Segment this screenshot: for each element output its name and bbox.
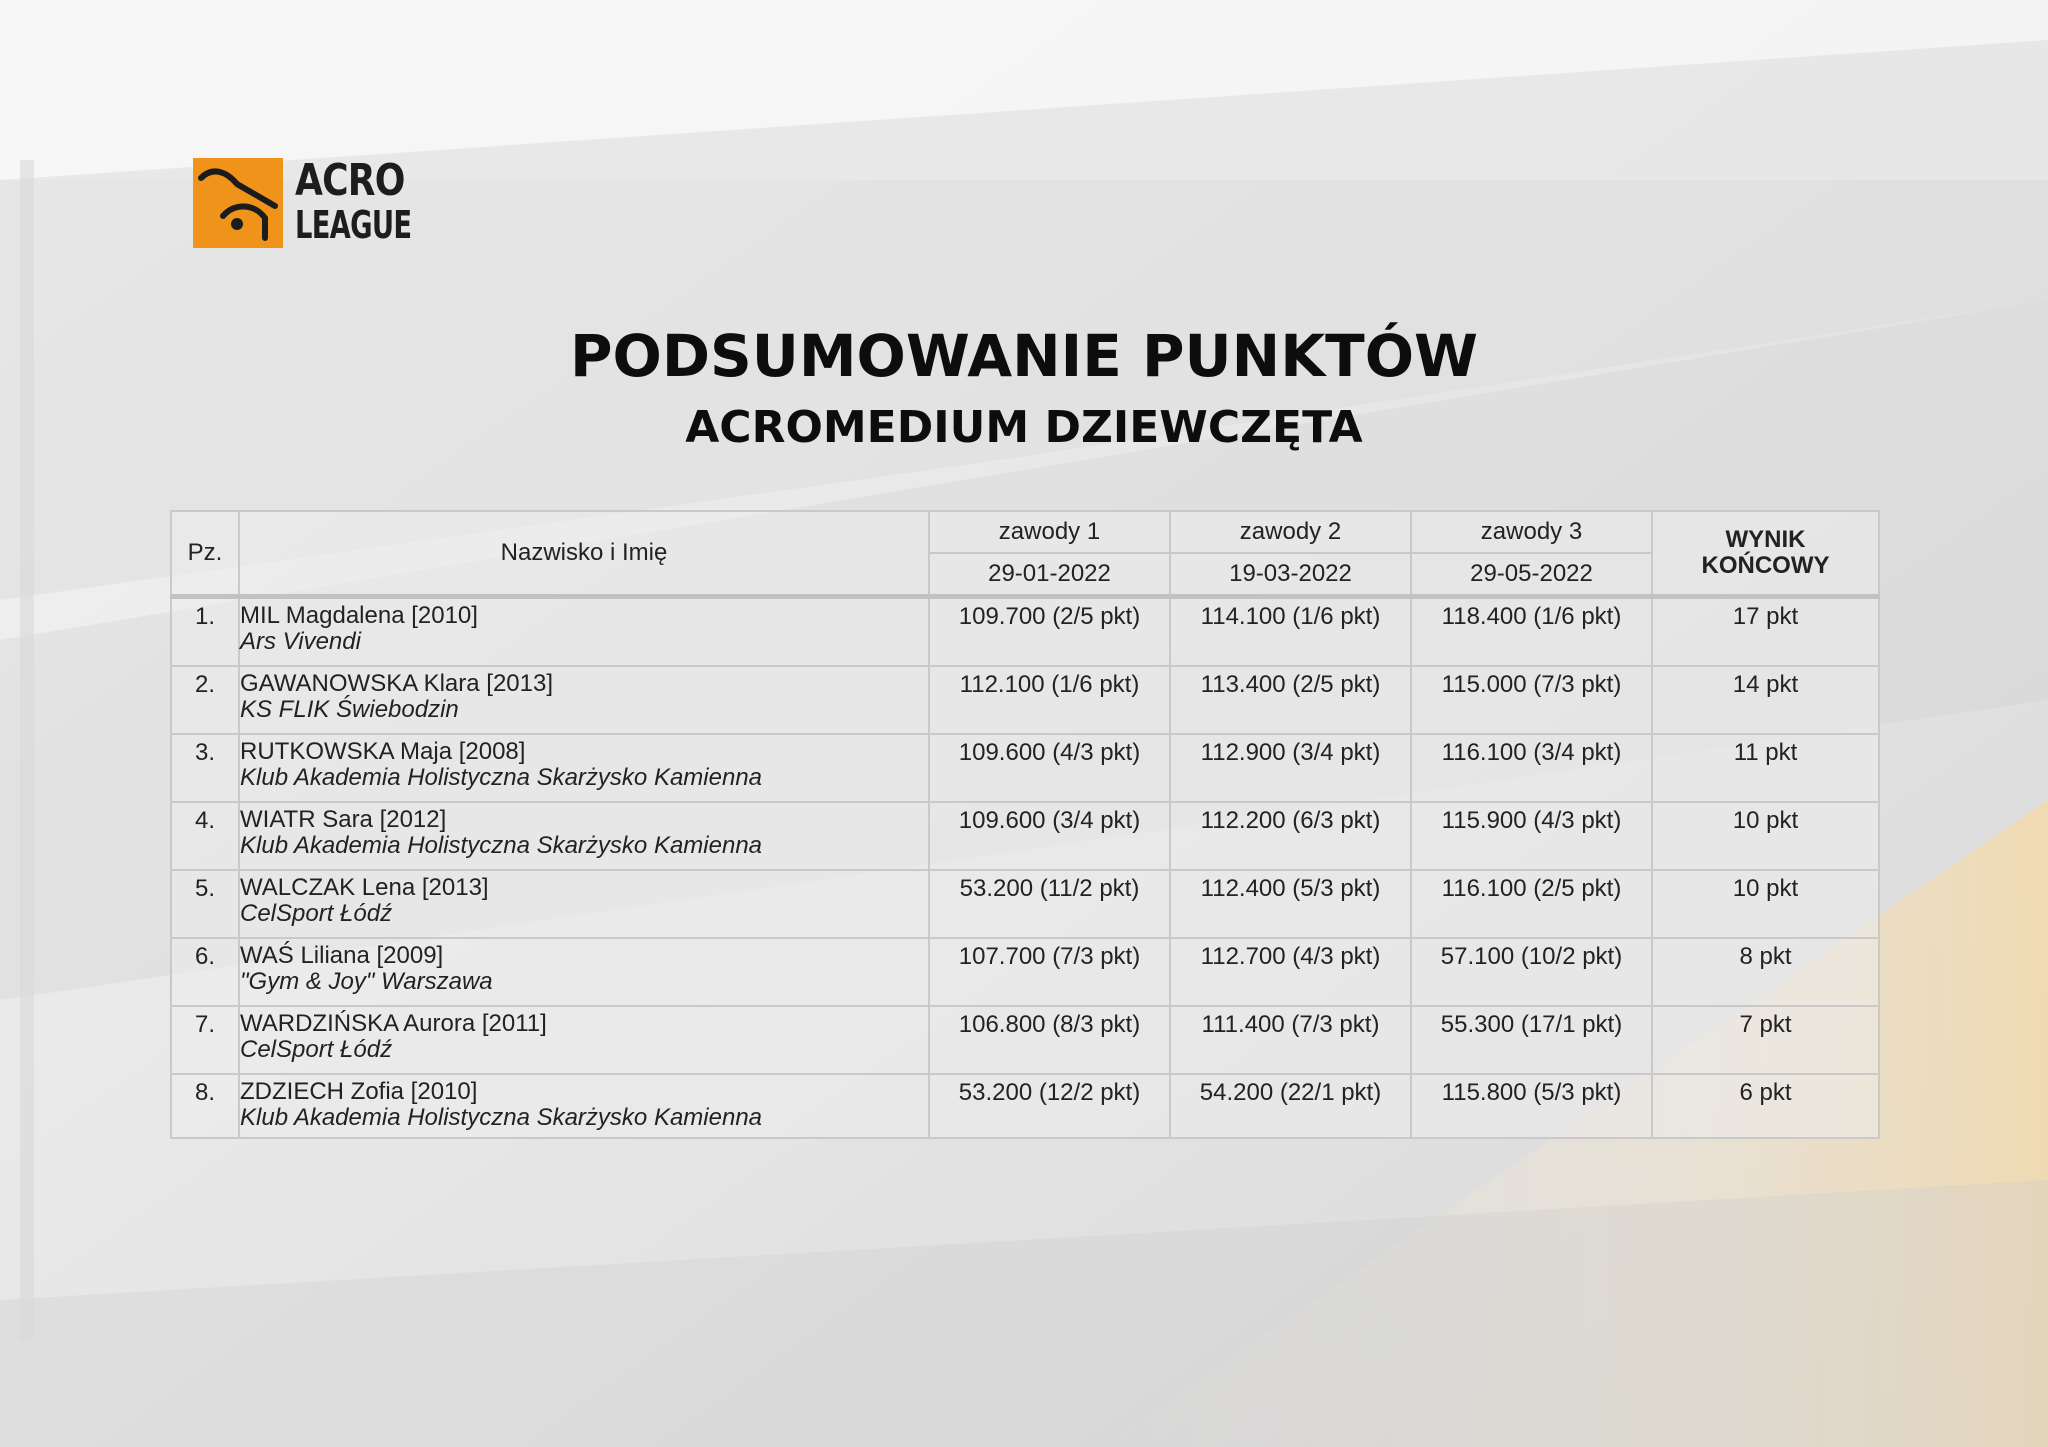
cell-total: 11 pkt	[1652, 734, 1879, 802]
header-final-line1: WYNIK	[1725, 526, 1806, 553]
athlete-name: WIATR Sara [2012]	[240, 806, 447, 833]
cell-position: 1.	[171, 597, 239, 667]
cell-athlete	[239, 597, 929, 667]
logo-line2: LEAGUE	[295, 203, 412, 247]
cell-score-3: 116.100 (3/4 pkt)	[1411, 734, 1652, 802]
cell-score-2: 113.400 (2/5 pkt)	[1170, 666, 1411, 734]
cell-score-1: 53.200 (11/2 pkt)	[929, 870, 1170, 938]
athlete-club: Ars Vivendi	[240, 628, 361, 655]
table-row	[171, 597, 1879, 667]
header-name: Nazwisko i Imię	[239, 511, 929, 597]
athlete-name: RUTKOWSKA Maja [2008]	[240, 738, 526, 765]
cell-total: 10 pkt	[1652, 870, 1879, 938]
cell-score-2: 111.400 (7/3 pkt)	[1170, 1006, 1411, 1074]
cell-total: 8 pkt	[1652, 938, 1879, 1006]
cell-total: 14 pkt	[1652, 666, 1879, 734]
cell-total: 10 pkt	[1652, 802, 1879, 870]
cell-score-3: 118.400 (1/6 pkt)	[1411, 597, 1652, 667]
cell-score-1: 109.600 (3/4 pkt)	[929, 802, 1170, 870]
cell-position: 2.	[171, 666, 239, 734]
cell-position: 8.	[171, 1074, 239, 1138]
athlete-name: MIL Magdalena [2010]	[240, 602, 478, 629]
cell-score-3: 115.800 (5/3 pkt)	[1411, 1074, 1652, 1138]
cell-score-1: 109.600 (4/3 pkt)	[929, 734, 1170, 802]
header-competition-3: zawody 3	[1411, 511, 1652, 553]
results-table	[170, 510, 1880, 1139]
cell-position: 3.	[171, 734, 239, 802]
cell-score-2: 114.100 (1/6 pkt)	[1170, 597, 1411, 667]
cell-score-3: 115.900 (4/3 pkt)	[1411, 802, 1652, 870]
page-title: PODSUMOWANIE PUNKTÓW	[570, 322, 1478, 390]
cell-score-1: 106.800 (8/3 pkt)	[929, 1006, 1170, 1074]
athlete-club: Klub Akademia Holistyczna Skarżysko Kamienna	[240, 764, 763, 791]
athlete-name: GAWANOWSKA Klara [2013]	[240, 670, 553, 697]
cell-score-1: 53.200 (12/2 pkt)	[929, 1074, 1170, 1138]
cell-athlete	[239, 938, 929, 1006]
header-competition-2: zawody 2	[1170, 511, 1411, 553]
athlete-club: CelSport Łódź	[240, 900, 393, 927]
header-final-result	[1652, 511, 1879, 597]
cell-score-3: 55.300 (17/1 pkt)	[1411, 1006, 1652, 1074]
cell-score-2: 112.400 (5/3 pkt)	[1170, 870, 1411, 938]
header-date-3: 29-05-2022	[1411, 553, 1652, 597]
cell-total: 7 pkt	[1652, 1006, 1879, 1074]
athlete-club: KS FLIK Świebodzin	[240, 696, 459, 723]
table-row	[171, 1006, 1879, 1074]
cell-athlete	[239, 870, 929, 938]
header-competition-1: zawody 1	[929, 511, 1170, 553]
athlete-club: Klub Akademia Holistyczna Skarżysko Kamienna	[240, 1104, 763, 1131]
page-subtitle: ACROMEDIUM DZIEWCZĘTA	[685, 402, 1363, 453]
header-position: Pz.	[171, 511, 239, 597]
table-row	[171, 938, 1879, 1006]
cell-score-2: 112.900 (3/4 pkt)	[1170, 734, 1411, 802]
cell-total: 17 pkt	[1652, 597, 1879, 667]
cell-position: 5.	[171, 870, 239, 938]
cell-position: 6.	[171, 938, 239, 1006]
logo-line1: ACRO	[295, 155, 405, 206]
cell-athlete	[239, 802, 929, 870]
header-date-2: 19-03-2022	[1170, 553, 1411, 597]
table-row	[171, 666, 1879, 734]
cell-athlete	[239, 1074, 929, 1138]
cell-score-1: 112.100 (1/6 pkt)	[929, 666, 1170, 734]
header-final-line2: KOŃCOWY	[1701, 552, 1830, 579]
athlete-club: CelSport Łódź	[240, 1036, 393, 1063]
table-header-row	[171, 511, 1879, 553]
athlete-name: WARDZIŃSKA Aurora [2011]	[240, 1010, 547, 1037]
table-row	[171, 734, 1879, 802]
cell-total: 6 pkt	[1652, 1074, 1879, 1138]
table-row	[171, 870, 1879, 938]
cell-position: 4.	[171, 802, 239, 870]
logo-wordmark	[295, 155, 457, 247]
cell-score-1: 109.700 (2/5 pkt)	[929, 597, 1170, 667]
cell-position: 7.	[171, 1006, 239, 1074]
cell-score-2: 112.200 (6/3 pkt)	[1170, 802, 1411, 870]
athlete-name: WALCZAK Lena [2013]	[240, 874, 489, 901]
cell-athlete	[239, 666, 929, 734]
cell-score-3: 116.100 (2/5 pkt)	[1411, 870, 1652, 938]
cell-score-3: 57.100 (10/2 pkt)	[1411, 938, 1652, 1006]
cell-score-2: 112.700 (4/3 pkt)	[1170, 938, 1411, 1006]
header-date-1: 29-01-2022	[929, 553, 1170, 597]
cell-athlete	[239, 1006, 929, 1074]
table-row	[171, 802, 1879, 870]
cell-athlete	[239, 734, 929, 802]
cell-score-1: 107.700 (7/3 pkt)	[929, 938, 1170, 1006]
acro-league-logo	[193, 155, 457, 248]
athlete-club: Klub Akademia Holistyczna Skarżysko Kamienna	[240, 832, 763, 859]
table-row	[171, 1074, 1879, 1138]
athlete-name: ZDZIECH Zofia [2010]	[240, 1078, 478, 1105]
cell-score-3: 115.000 (7/3 pkt)	[1411, 666, 1652, 734]
acrobat-logo-icon	[193, 158, 283, 248]
cell-score-2: 54.200 (22/1 pkt)	[1170, 1074, 1411, 1138]
athlete-name: WAŚ Liliana [2009]	[240, 942, 444, 969]
athlete-club: "Gym & Joy" Warszawa	[240, 968, 493, 995]
